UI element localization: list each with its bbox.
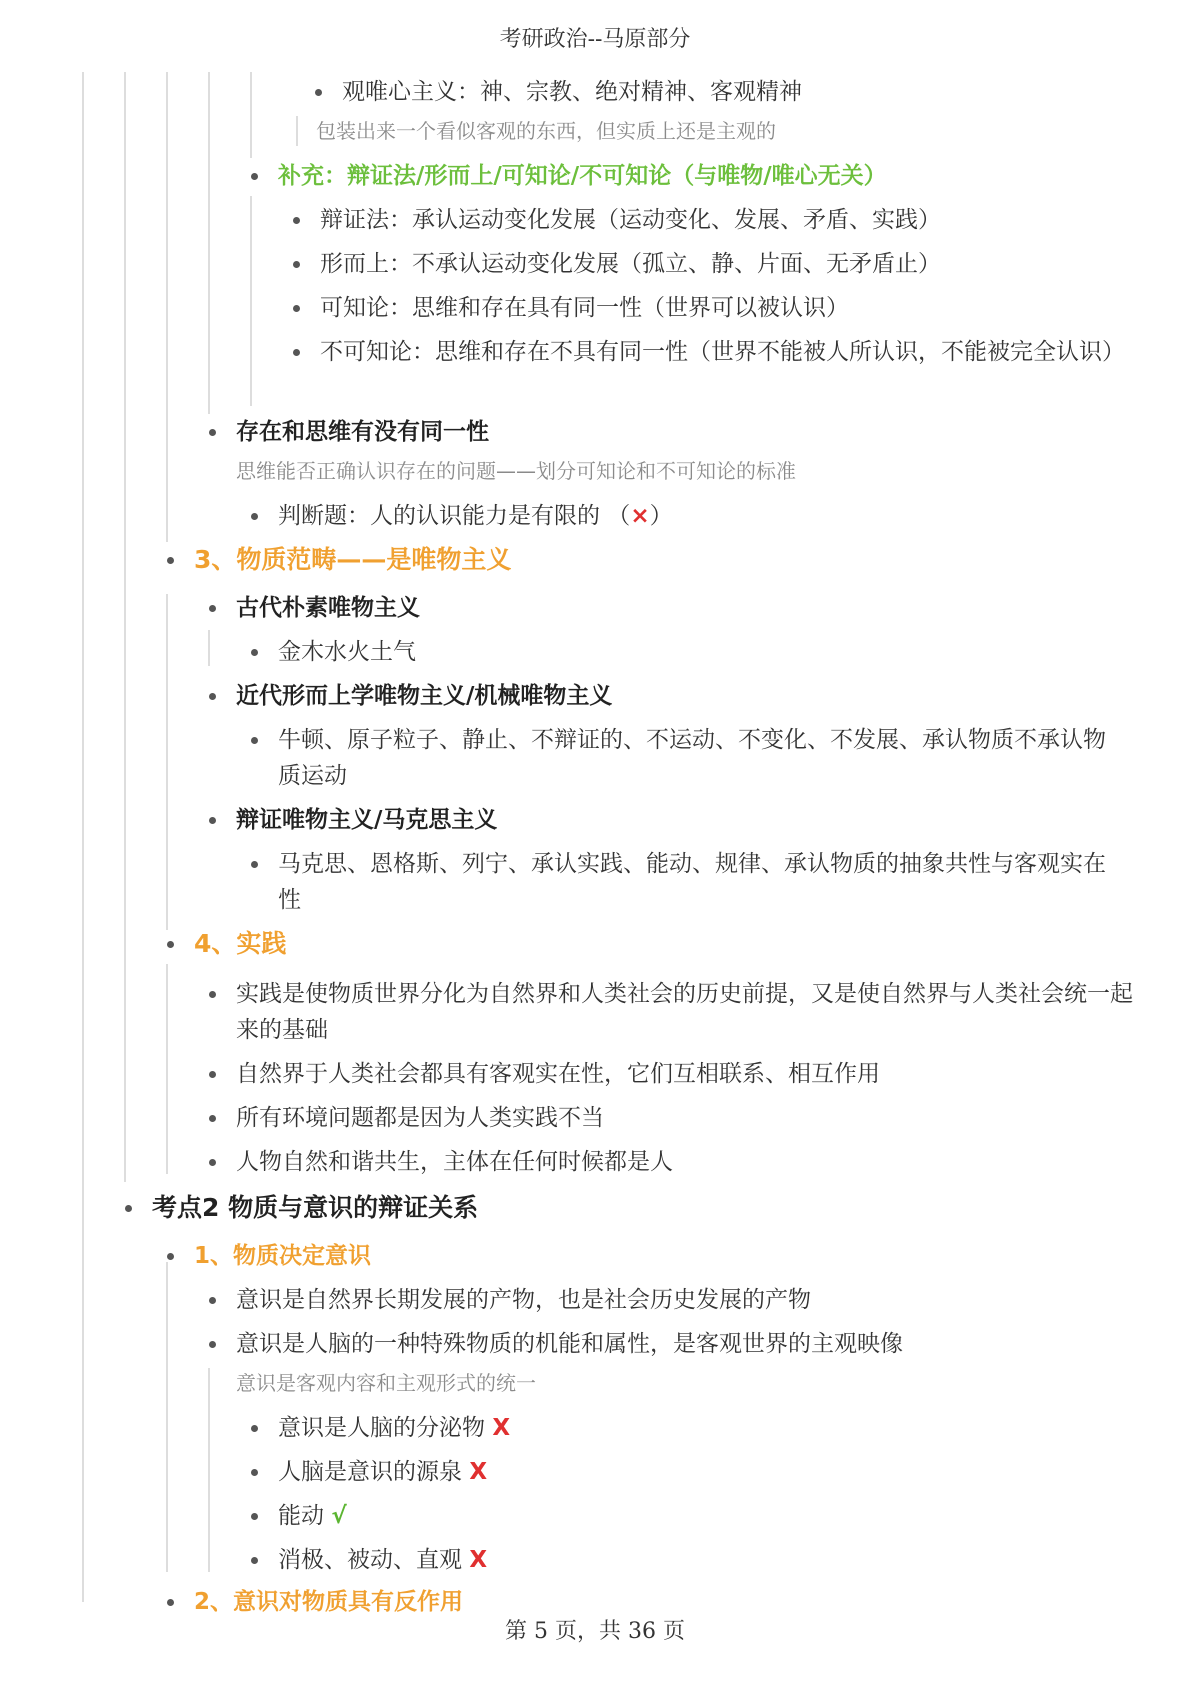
- list-item-marx: 辩证唯物主义/马克思主义: [236, 802, 497, 838]
- section-4-title: 4、实践: [194, 926, 286, 962]
- list-item-modern-detail: 牛顿、原子粒子、静止、不辩证的、不运动、不变化、不发展、承认物质不承认物质运动: [278, 722, 1128, 794]
- list-item-consciousness-2: 意识是人脑的一种特殊物质的机能和属性，是客观世界的主观映像: [236, 1326, 903, 1362]
- wrong-2-text: 人脑是意识的源泉: [278, 1459, 462, 1485]
- objective-idealism-text: 观唯心主义：神、宗教、绝对精神、客观精神: [342, 79, 802, 105]
- kp2-section-2-title: 2、意识对物质具有反作用: [194, 1584, 463, 1620]
- wrong-1-text: 意识是人脑的分泌物: [278, 1415, 485, 1441]
- indent-guide: [250, 72, 252, 158]
- wrong-mark: X: [469, 1547, 488, 1573]
- list-item-identity: 存在和思维有没有同一性: [236, 414, 489, 450]
- wrong-mark: X: [492, 1415, 511, 1441]
- list-item-practice-1: 实践是使物质世界分化为自然界和人类社会的历史前提，又是使自然界与人类社会统一起来的基础: [236, 976, 1136, 1048]
- list-item-wrong-1: [278, 1410, 510, 1446]
- indent-guide: [166, 594, 168, 930]
- list-item-ancient: 古代朴素唯物主义: [236, 590, 420, 626]
- list-item-dialectics: 辩证法：承认运动变化发展（运动变化、发展、矛盾、实践）: [320, 202, 941, 238]
- list-item-marx-detail: 马克思、恩格斯、列宁、承认实践、能动、规律、承认物质的抽象共性与客观实在性: [278, 846, 1128, 918]
- indent-guide: [166, 72, 168, 542]
- note-objective-idealism: 包装出来一个看似客观的东西，但实质上还是主观的: [296, 116, 776, 146]
- list-item-supplement: 补充：辩证法/形而上/可知论/不可知论（与唯物/唯心无关）: [278, 158, 887, 194]
- note-identity: 思维能否正确认识存在的问题——划分可知论和不可知论的标准: [236, 459, 796, 483]
- list-item-ancient-detail: 金木水火土气: [278, 634, 416, 670]
- kp2-section-1-title: 1、物质决定意识: [194, 1238, 371, 1274]
- list-item-judgment: [278, 498, 673, 534]
- list-item-wrong-2: [278, 1454, 487, 1490]
- list-item-unknowable: 不可知论：思维和存在不具有同一性（世界不能被人所认识，不能被完全认识）: [320, 334, 1130, 370]
- wrong-3-text: 消极、被动、直观: [278, 1547, 462, 1573]
- note-consciousness: 意识是客观内容和主观形式的统一: [236, 1371, 536, 1395]
- judgment-close: ）: [649, 503, 673, 529]
- key-point-2-title: 考点2 物质与意识的辩证关系: [152, 1190, 478, 1226]
- list-item-metaphysics: 形而上：不承认运动变化发展（孤立、静、片面、无矛盾止）: [320, 246, 941, 282]
- wrong-mark: X: [469, 1459, 488, 1485]
- indent-guide: [82, 72, 84, 1602]
- indent-guide: [250, 196, 252, 406]
- check-mark: √: [331, 1503, 347, 1529]
- page-footer: 第 5 页，共 36 页: [505, 1619, 685, 1644]
- indent-guide: [166, 1262, 168, 1572]
- list-item-practice-3: 所有环境问题都是因为人类实践不当: [236, 1100, 604, 1136]
- wrong-mark: ×: [630, 503, 650, 529]
- list-item-consciousness-1: 意识是自然界长期发展的产物，也是社会历史发展的产物: [236, 1282, 811, 1318]
- list-item-practice-4: 人物自然和谐共生，主体在任何时候都是人: [236, 1144, 673, 1180]
- indent-guide: [208, 630, 210, 666]
- indent-guide: [208, 72, 210, 414]
- page-header: 考研政治--马原部分: [499, 27, 691, 52]
- list-item-right-1: [278, 1498, 347, 1534]
- list-item-modern: 近代形而上学唯物主义/机械唯物主义: [236, 678, 612, 714]
- section-3-title: 3、物质范畴——是唯物主义: [194, 542, 511, 578]
- indent-guide: [166, 964, 168, 1174]
- list-item-practice-2: 自然界于人类社会都具有客观实在性，它们互相联系、相互作用: [236, 1056, 880, 1092]
- list-item-wrong-3: [278, 1542, 487, 1578]
- indent-guide: [208, 1368, 210, 1572]
- indent-guide: [124, 72, 126, 1182]
- right-1-text: 能动: [278, 1503, 324, 1529]
- list-item-objective-idealism: [342, 74, 802, 110]
- judgment-text: 判断题：人的认识能力是有限的 （: [278, 503, 631, 529]
- list-item-knowable: 可知论：思维和存在具有同一性（世界可以被认识）: [320, 290, 849, 326]
